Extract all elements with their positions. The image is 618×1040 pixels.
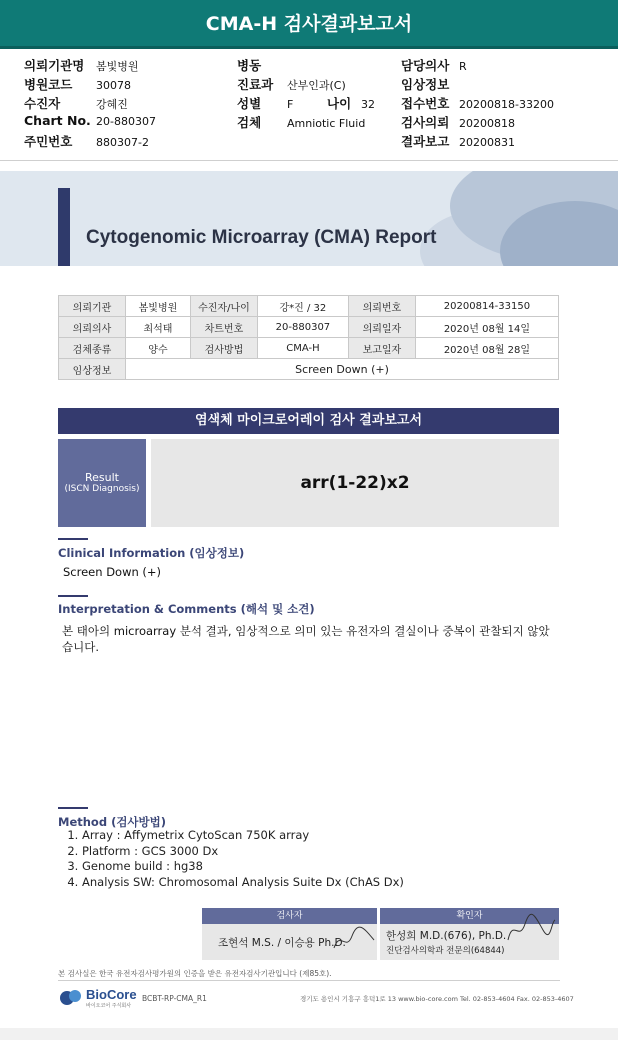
table-row <box>59 338 559 359</box>
list-item: 1. Array : Affymetrix CytoScan 750K array <box>82 828 532 844</box>
banner-title: Cytogenomic Microarray (CMA) Report <box>86 227 437 248</box>
field-label: 의뢰기관명 <box>24 58 85 73</box>
report-banner <box>0 171 618 266</box>
divider <box>58 980 560 981</box>
field-value: F <box>287 98 294 111</box>
table-row <box>59 296 559 317</box>
confirmer-name: 한성희 M.D.(676), Ph.D. <box>386 930 507 942</box>
field-label: 성별 <box>237 96 262 111</box>
result-label-box <box>58 439 146 527</box>
field-label: 병원코드 <box>24 77 73 92</box>
confirmer-title: 진단검사의학과 전문의(64844) <box>386 946 505 956</box>
report-title: CMA-H 검사결과보고서 <box>205 13 413 35</box>
table-cell: 최석태 <box>126 317 191 338</box>
field-label: 접수번호 <box>401 96 450 111</box>
request-info-table <box>58 295 559 380</box>
field-label: 진료과 <box>237 77 274 92</box>
table-cell: 20200814-33150 <box>415 296 558 317</box>
method-title: Method (검사방법) <box>58 815 167 829</box>
field-label: 검사의뢰 <box>401 115 450 130</box>
field-value: 강혜진 <box>96 98 128 111</box>
field-label: 검체 <box>237 115 262 130</box>
signature-scribble <box>330 926 378 954</box>
field-value: 30078 <box>96 79 131 92</box>
field-value: 산부인과(C) <box>287 79 346 92</box>
section-rule <box>58 595 88 597</box>
list-item: 3. Genome build : hg38 <box>82 859 532 875</box>
table-cell: 2020년 08월 14일 <box>415 317 558 338</box>
clinical-info-text: Screen Down (+) <box>63 565 162 579</box>
field-label: 담당의사 <box>401 58 450 73</box>
iscn-result: arr(1-22)x2 <box>151 439 559 527</box>
field-label: 결과보고 <box>401 134 450 149</box>
field-label: 주민번호 <box>24 134 73 149</box>
table-header-cell: 검체종류 <box>59 338 126 359</box>
banner-accent <box>58 188 70 266</box>
table-header-cell: 보고일자 <box>348 338 415 359</box>
age-label: 나이 <box>327 96 352 111</box>
section-rule <box>58 538 88 540</box>
field-value: 20200818-33200 <box>459 98 554 111</box>
field-value: 20-880307 <box>96 115 156 128</box>
table-header-cell: 검사방법 <box>190 338 257 359</box>
confirmer-header: 확인자 <box>380 908 559 924</box>
field-value: 20200831 <box>459 136 515 149</box>
field-label: 임상정보 <box>401 77 450 92</box>
table-cell: 봄빛병원 <box>126 296 191 317</box>
biocore-logo-sub: 바이오코어 주식회사 <box>86 1003 132 1009</box>
ward-fields <box>237 56 375 132</box>
list-item: 4. Analysis SW: Chromosomal Analysis Suite Dx (ChAS Dx) <box>82 875 532 891</box>
table-header-cell: 의뢰기관 <box>59 296 126 317</box>
field-value: 880307-2 <box>96 136 149 149</box>
table-row <box>59 317 559 338</box>
result-sublabel: (ISCN Diagnosis) <box>64 484 140 494</box>
field-label: 병동 <box>237 58 262 73</box>
field-value: Amniotic Fluid <box>287 117 366 130</box>
table-header-cell: 임상정보 <box>59 359 126 380</box>
table-cell: 20-880307 <box>257 317 348 338</box>
clinical-info-title: Clinical Information (임상정보) <box>58 546 245 560</box>
table-cell: 2020년 08월 28일 <box>415 338 558 359</box>
tester-header: 검사자 <box>202 908 377 924</box>
table-header-cell: 의뢰일자 <box>348 317 415 338</box>
age-value: 32 <box>361 98 375 111</box>
field-value: 20200818 <box>459 117 515 130</box>
table-cell: CMA-H <box>257 338 348 359</box>
patient-fields <box>24 56 156 151</box>
report-fields <box>401 56 554 151</box>
table-row <box>59 359 559 380</box>
interpretation-line: 본 태아의 microarray 분석 결과, 임상적으로 의미 있는 유전자의 결실이나 중복이 관찰되지 않았 <box>62 624 550 638</box>
doc-code: BCBT-RP-CMA_R1 <box>142 994 207 1003</box>
biocore-logo-icon <box>58 988 84 1006</box>
field-value: R <box>459 60 467 73</box>
clinical-info-cell: Screen Down (+) <box>126 359 559 380</box>
divider <box>0 160 618 161</box>
interpretation-title: Interpretation & Comments (해석 및 소견) <box>58 602 315 616</box>
table-cell: 강*진 / 32 <box>257 296 348 317</box>
table-header-cell: 의뢰의사 <box>59 317 126 338</box>
result-label: Result <box>85 471 119 484</box>
method-list <box>42 828 532 890</box>
table-cell: 양수 <box>126 338 191 359</box>
list-item: 2. Platform : GCS 3000 Dx <box>82 844 532 860</box>
interpretation-line: 습니다. <box>62 640 99 654</box>
field-label: Chart No. <box>24 113 91 128</box>
table-header-cell: 차트번호 <box>190 317 257 338</box>
tester-names: 조현석 M.S. / 이승용 Ph.D. <box>218 937 346 949</box>
section-title-bar: 염색체 마이크로어레이 검사 결과보고서 <box>58 408 559 434</box>
page-bottom <box>0 1028 618 1040</box>
biocore-logo-text: BioCore <box>86 987 137 1002</box>
table-header-cell: 의뢰번호 <box>348 296 415 317</box>
section-rule <box>58 807 88 809</box>
field-label: 수진자 <box>24 96 61 111</box>
company-address: 경기도 용인시 기흥구 흥덕1로 13 www.bio-core.com Tel. 02-853-4604 Fax. 02-853-4607 <box>300 995 574 1003</box>
certification-notice: 본 검사실은 한국 유전자검사평가원의 인증을 받은 유전자검사기관입니다 (제85호). <box>58 969 332 978</box>
field-value: 봄빛병원 <box>96 60 139 73</box>
table-header-cell: 수진자/나이 <box>190 296 257 317</box>
signature-scribble <box>505 912 557 946</box>
